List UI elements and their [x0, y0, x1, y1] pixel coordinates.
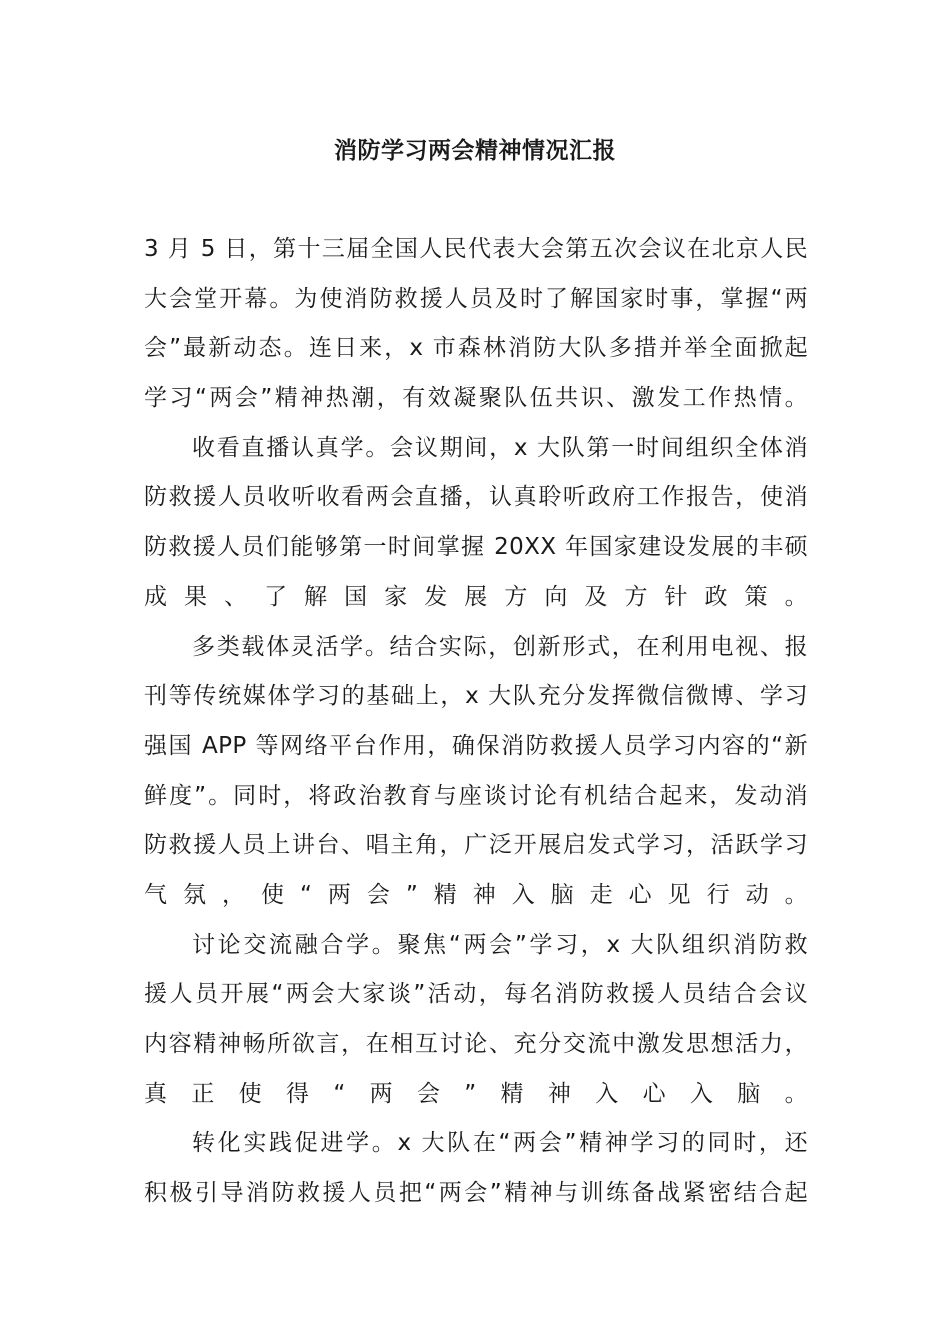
paragraph-heading-line: 收看直播认真学。会议期间，x 大队第一时间组织全体消 [192, 434, 808, 461]
text-line: 防救援人员收听收看两会直播，认真聆听政府工作报告，使消 [144, 484, 808, 511]
paragraph-heading-line: 转化实践促进学。x 大队在“两会”精神学习的同时，还 [192, 1130, 808, 1157]
paragraph-heading-line: 多类载体灵活学。结合实际，创新形式，在利用电视、报 [192, 633, 808, 660]
text-line: 成果、了解国家发展方向及方针政策。 [144, 583, 808, 610]
text-line: 刊等传统媒体学习的基础上，x 大队充分发挥微信微博、学习 [144, 683, 808, 710]
text-line: 防救援人员们能够第一时间掌握 20XX 年国家建设发展的丰硕 [144, 534, 808, 561]
text-line: 鲜度”。同时，将政治教育与座谈讨论有机结合起来，发动消 [144, 782, 808, 809]
document-body [144, 225, 808, 1219]
text-line: 3 月 5 日，第十三届全国人民代表大会第五次会议在北京人民 [144, 236, 808, 262]
text-line: 真正使得“两会”精神入心入脑。 [144, 1080, 808, 1107]
text-line: 气氛，使“两会”精神入脑走心见行动。 [144, 881, 808, 908]
text-line: 积极引导消防救援人员把“两会”精神与训练备战紧密结合起 [144, 1180, 808, 1207]
paragraph-heading-line: 讨论交流融合学。聚焦“两会”学习，x 大队组织消防救 [192, 931, 808, 958]
text-line: 援人员开展“两会大家谈”活动，每名消防救援人员结合会议 [144, 981, 808, 1008]
text-line: 学习“两会”精神热潮，有效凝聚队伍共识、激发工作热情。 [144, 385, 808, 412]
document-title: 消防学习两会精神情况汇报 [334, 138, 616, 164]
text-line: 大会堂开幕。为使消防救援人员及时了解国家时事，掌握“两 [144, 285, 808, 312]
text-line: 会”最新动态。连日来，x 市森林消防大队多措并举全面掀起 [144, 335, 808, 362]
text-line: 内容精神畅所欲言，在相互讨论、充分交流中激发思想活力， [144, 1031, 808, 1057]
text-line: 防救援人员上讲台、唱主角，广泛开展启发式学习，活跃学习 [144, 832, 808, 859]
text-line: 强国 APP 等网络平台作用，确保消防救援人员学习内容的“新 [144, 732, 808, 759]
